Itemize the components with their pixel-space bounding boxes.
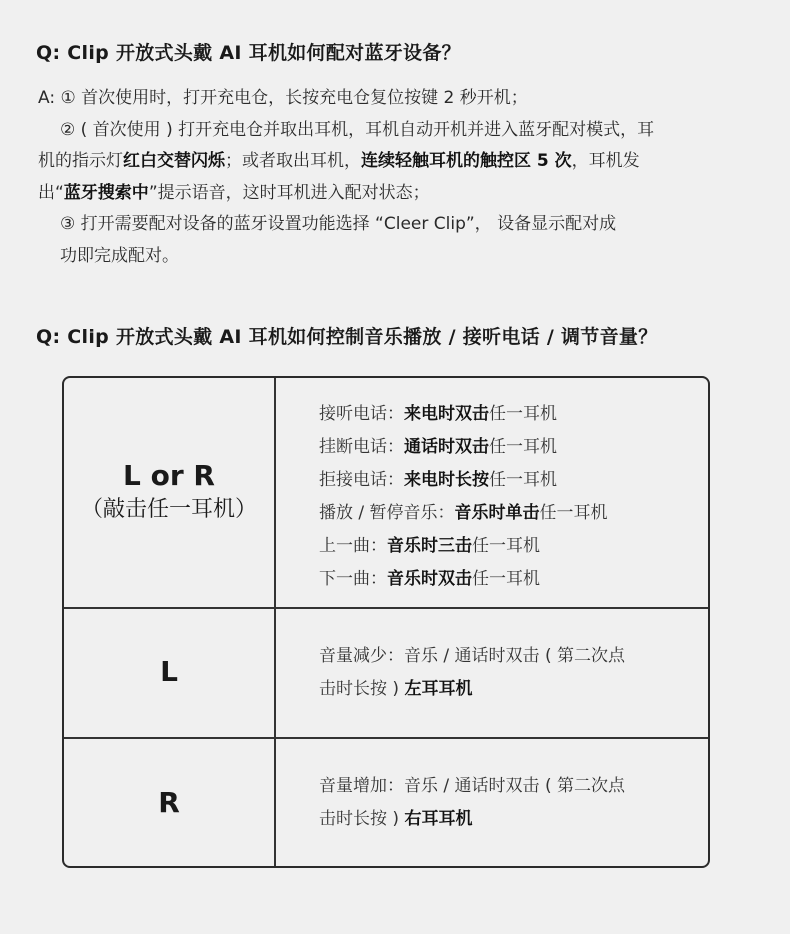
text: 拒接电话： [319,470,404,490]
row-3-key [64,737,274,868]
highlight-prompt: 蓝牙搜索中 [63,182,149,203]
highlight-tap: 连续轻触耳机的触控区 5 次 [361,151,572,171]
action-previous [319,530,699,563]
volume-up-text: 音量增加：音乐 / 通话时双击 ( 第二次点 [319,776,625,796]
text: 播放 / 暂停音乐： [319,503,455,523]
text: ，耳机发 [571,151,640,171]
text: 任一耳机 [472,569,540,589]
key-l-or-r: L or R [123,458,215,492]
answer-step-2: ② ( 首次使用 ) 打开充电仓并取出耳机，耳机自动开机并进入蓝牙配对模式，耳 [60,119,655,140]
volume-down-text: 音量减少：音乐 / 通话时双击 ( 第二次点 [319,646,625,666]
question-2-title: Q: Clip 开放式头戴 AI 耳机如何控制音乐播放 / 接听电话 / 调节音量？ [36,326,658,348]
key-l: L [160,655,178,688]
text: 出“ [38,182,64,203]
text: 击时长按 ) [319,679,405,699]
answer-step-2-end [38,178,758,210]
volume-down-cont [319,673,699,706]
text: 下一曲： [319,569,387,589]
column-divider [274,378,276,866]
row-1-actions [319,398,699,596]
row-2-key [64,607,274,737]
action-answer [319,398,699,431]
left-earbud: 左耳耳机 [404,679,473,699]
highlight-indicator: 红白交替闪烁 [123,151,225,171]
text: 任一耳机 [539,503,608,523]
text: 任一耳机 [489,404,557,424]
text: 挂断电话： [319,437,404,457]
text: 机的指示灯 [38,151,123,171]
key-note: （敲击任一耳机） [80,496,257,522]
text: 任一耳机 [489,437,557,457]
text: 任一耳机 [472,536,540,556]
gesture: 音乐时双击 [387,569,472,589]
action-play-pause [319,497,699,530]
action-reject [319,464,699,497]
answer-step-3: ③ 打开需要配对设备的蓝牙设置功能选择 “Cleer Clip”， 设备显示配对成 [60,214,617,234]
action-next [319,563,699,596]
controls-table [62,376,710,868]
volume-up-cont [319,803,699,836]
answer-step-1: A: ① 首次使用时，打开充电仓，长按充电仓复位按键 2 秒开机； [38,88,528,108]
action-hangup [319,431,699,464]
text: 击时长按 ) [319,809,405,829]
row-1-key [64,378,274,607]
gesture: 音乐时三击 [387,536,472,556]
gesture: 来电时双击 [404,404,489,424]
row-2-actions [319,640,699,706]
text: 接听电话： [319,404,404,424]
answer-step-3-end: 功即完成配对。 [60,245,179,266]
gesture: 音乐时单击 [454,503,540,523]
text: 上一曲： [319,536,387,556]
answer-1 [38,83,758,272]
key-r: R [158,785,180,819]
gesture: 通话时双击 [404,437,489,457]
question-1-title: Q: Clip 开放式头戴 AI 耳机如何配对蓝牙设备？ [36,42,461,64]
text: 任一耳机 [489,470,557,490]
text: ”提示语音，这时耳机进入配对状态； [148,182,430,203]
answer-step-2-cont [38,146,758,178]
gesture: 来电时长按 [404,470,489,490]
text: ；或者取出耳机， [225,151,361,171]
row-3-actions [319,770,699,836]
right-earbud: 右耳耳机 [404,809,473,829]
